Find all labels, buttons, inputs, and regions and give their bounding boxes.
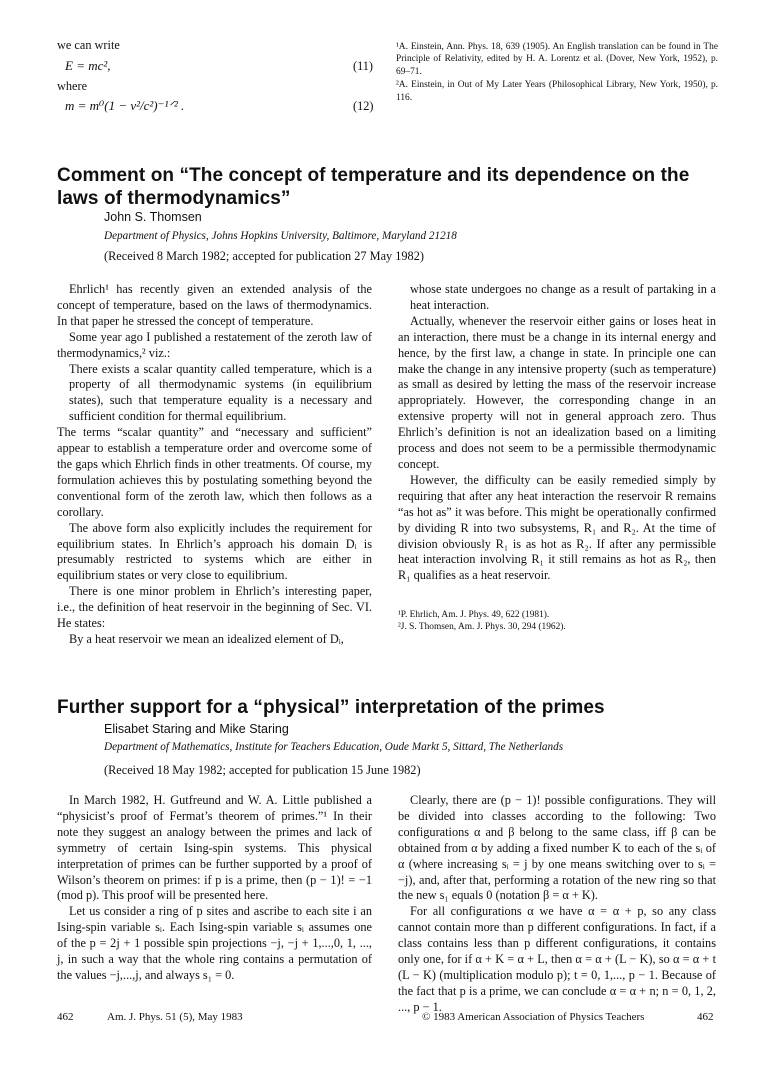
article2-affiliation: Department of Mathematics, Institute for Teachers Education, Oude Markt 5, Sittard, The Netherlands (104, 741, 564, 753)
top-footnotes (396, 41, 718, 104)
we-can-write: we can write (57, 38, 120, 52)
page-number-left: 462 (57, 1011, 74, 1023)
where-label: where (57, 79, 88, 93)
paragraph: However, the difficulty can be easily remedied simply by requiring that after any heat interaction the reservoir R remains “as hot as” it was before. This might be operationally confirmed by dividing R into two subsystems, R₁ and R₂. At the time of division obviously R₁ is as hot as R₂. If after any permissible heat interaction involving R₁ it still remains as hot as R₂, then R₁ qualifies as a heat reservoir. (398, 472, 716, 583)
paragraph: Let us consider a ring of p sites and ascribe to each site i an Ising-spin variable sᵢ. Each Ising-spin variable sᵢ assumes one of the p = 2j + 1 possible spin projections −j, −j + 1,...,0, 1, ..., j, in such a way that the whole ring contains a permutation of the values −j,...,j, and always s₁ = 0. (57, 904, 372, 982)
quotation: whose state undergoes no change as a result of partaking in a heat interaction. (410, 282, 716, 312)
paragraph: Ehrlich¹ has recently given an extended analysis of the concept of temperature, based on the laws of thermodynamics. In that paper he stressed the concept of temperature. (57, 282, 372, 328)
paragraph: Clearly, there are (p − 1)! possible configurations. They will be divided into classes according to the following: Two configurations α and β belong to the same class, iff β can be obtained from α by adding a fixed number K to each of the sᵢ of α (where increasing sᵢ = j by one means switching over to sᵢ = −j), and, after that, performing a rotation of the new ring so that the new s₁ equals 0 (notation β = α + K). (398, 793, 716, 903)
equation-12: m = m⁰(1 − v²/c²)⁻¹ᐟ² . (65, 98, 185, 113)
paragraph: The above form also explicitly includes the requirement for equilibrium states. In Ehrlich’s approach his domain Dᵢ is presumably restricted to systems which are either in equilibrium states or very close to equilibrium. (57, 520, 372, 583)
paragraph: The terms “scalar quantity” and “necessary and sufficient” appear to establish a temperature order and overcome some of the gaps which Ehrlich finds in other treatments. Of course, my formulation achieves this by postulating something beyond the conventional form of the zeroth law, which then follows as a corollary. (57, 425, 372, 519)
article1-left-column (57, 282, 372, 648)
footnote-1: ¹A. Einstein, Ann. Phys. 18, 639 (1905). An English translation can be found in The Principle of Relativity, edited by H. A. Lorentz et al. (Dover, New York, 1952), p. 69–71. (396, 42, 718, 77)
article1-right-column (398, 282, 716, 584)
footnote-2: ²J. S. Thomsen, Am. J. Phys. 30, 294 (1962). (398, 622, 566, 633)
footnote-1: ¹P. Ehrlich, Am. J. Phys. 49, 622 (1981). (398, 610, 550, 620)
article2-title: Further support for a “physical” interpretation of the primes (57, 697, 605, 718)
equation-11-number: (11) (353, 59, 374, 73)
journal-citation: Am. J. Phys. 51 (5), May 1983 (107, 1011, 243, 1023)
paragraph: Some year ago I published a restatement of the zeroth law of thermodynamics,² viz.: (57, 329, 372, 360)
article1-title: Comment on “The concept of temperature and its dependence on the laws of thermodynamics” (57, 165, 690, 209)
page-number-right: 462 (697, 1011, 714, 1023)
article2-received: (Received 18 May 1982; accepted for publication 15 June 1982) (104, 763, 421, 777)
paragraph: In March 1982, H. Gutfreund and W. A. Little published a “physicist’s proof of Fermat’s theorem of primes.”¹ In their note they suggest an analogy between the primes and lack of symmetry of certain Ising-spin systems. This physical interpretation of primes can be further supported by a proof of Wilson’s theorem on primes: if p is a prime, then (p − 1)! = −1 (mod p). This proof will be presented here. (57, 793, 372, 903)
quotation: There exists a scalar quantity called temperature, which is a property of all thermodynamic systems (in equilibrium states), such that temperature equality is a necessary and sufficient condition for thermal equilibrium. (69, 361, 372, 424)
article1-received: (Received 8 March 1982; accepted for publication 27 May 1982) (104, 249, 424, 263)
paragraph: There is one minor problem in Ehrlich’s interesting paper, i.e., the definition of heat reservoir in the beginning of Sec. VI. He states: (57, 584, 372, 631)
article1-affiliation: Department of Physics, Johns Hopkins University, Baltimore, Maryland 21218 (104, 230, 457, 242)
copyright-notice: © 1983 American Association of Physics Teachers (422, 1011, 645, 1023)
article1-author: John S. Thomsen (104, 210, 202, 224)
quotation: By a heat reservoir we mean an idealized element of Dᵢ, (69, 631, 344, 646)
equation-12-number: (12) (353, 99, 374, 113)
footnote-2: ²A. Einstein, in Out of My Later Years (Philosophical Library, New York, 1950), p. 116. (396, 80, 718, 103)
paragraph: Actually, whenever the reservoir either gains or loses heat in an interaction, there must be a change in its internal energy and hence, by the first law, a change in state. In principle one can make the change in any intensive property (such as temperature) as small as desired by letting the mass of the reservoir increase appropriately. However, the corresponding change in an extensive property will not in general approach zero. Thus Ehrlich’s definition is not an idealization based on a limiting process and does not seem to be a permissible thermodynamic concept. (398, 313, 716, 471)
article2-authors: Elisabet Staring and Mike Staring (104, 722, 289, 736)
equation-11: E = mc², (65, 58, 111, 73)
article2-left-column (57, 793, 372, 984)
paragraph: For all configurations α we have α = α + p, so any class cannot contain more than p different configurations. In fact, if a class contains less than p different configurations, it contains only one, for if α + K = α + L, then α = α + (L − K), so α = α + t (L − K) (multiplication modulo p); t = 0, 1,..., p − 1. Because of the fact that p is a prime, we can conclude α = α + n; n = 0, 1, 2, ..., p − 1. (398, 904, 716, 1014)
article1-footnotes (398, 609, 716, 634)
article2-right-column (398, 793, 716, 1016)
